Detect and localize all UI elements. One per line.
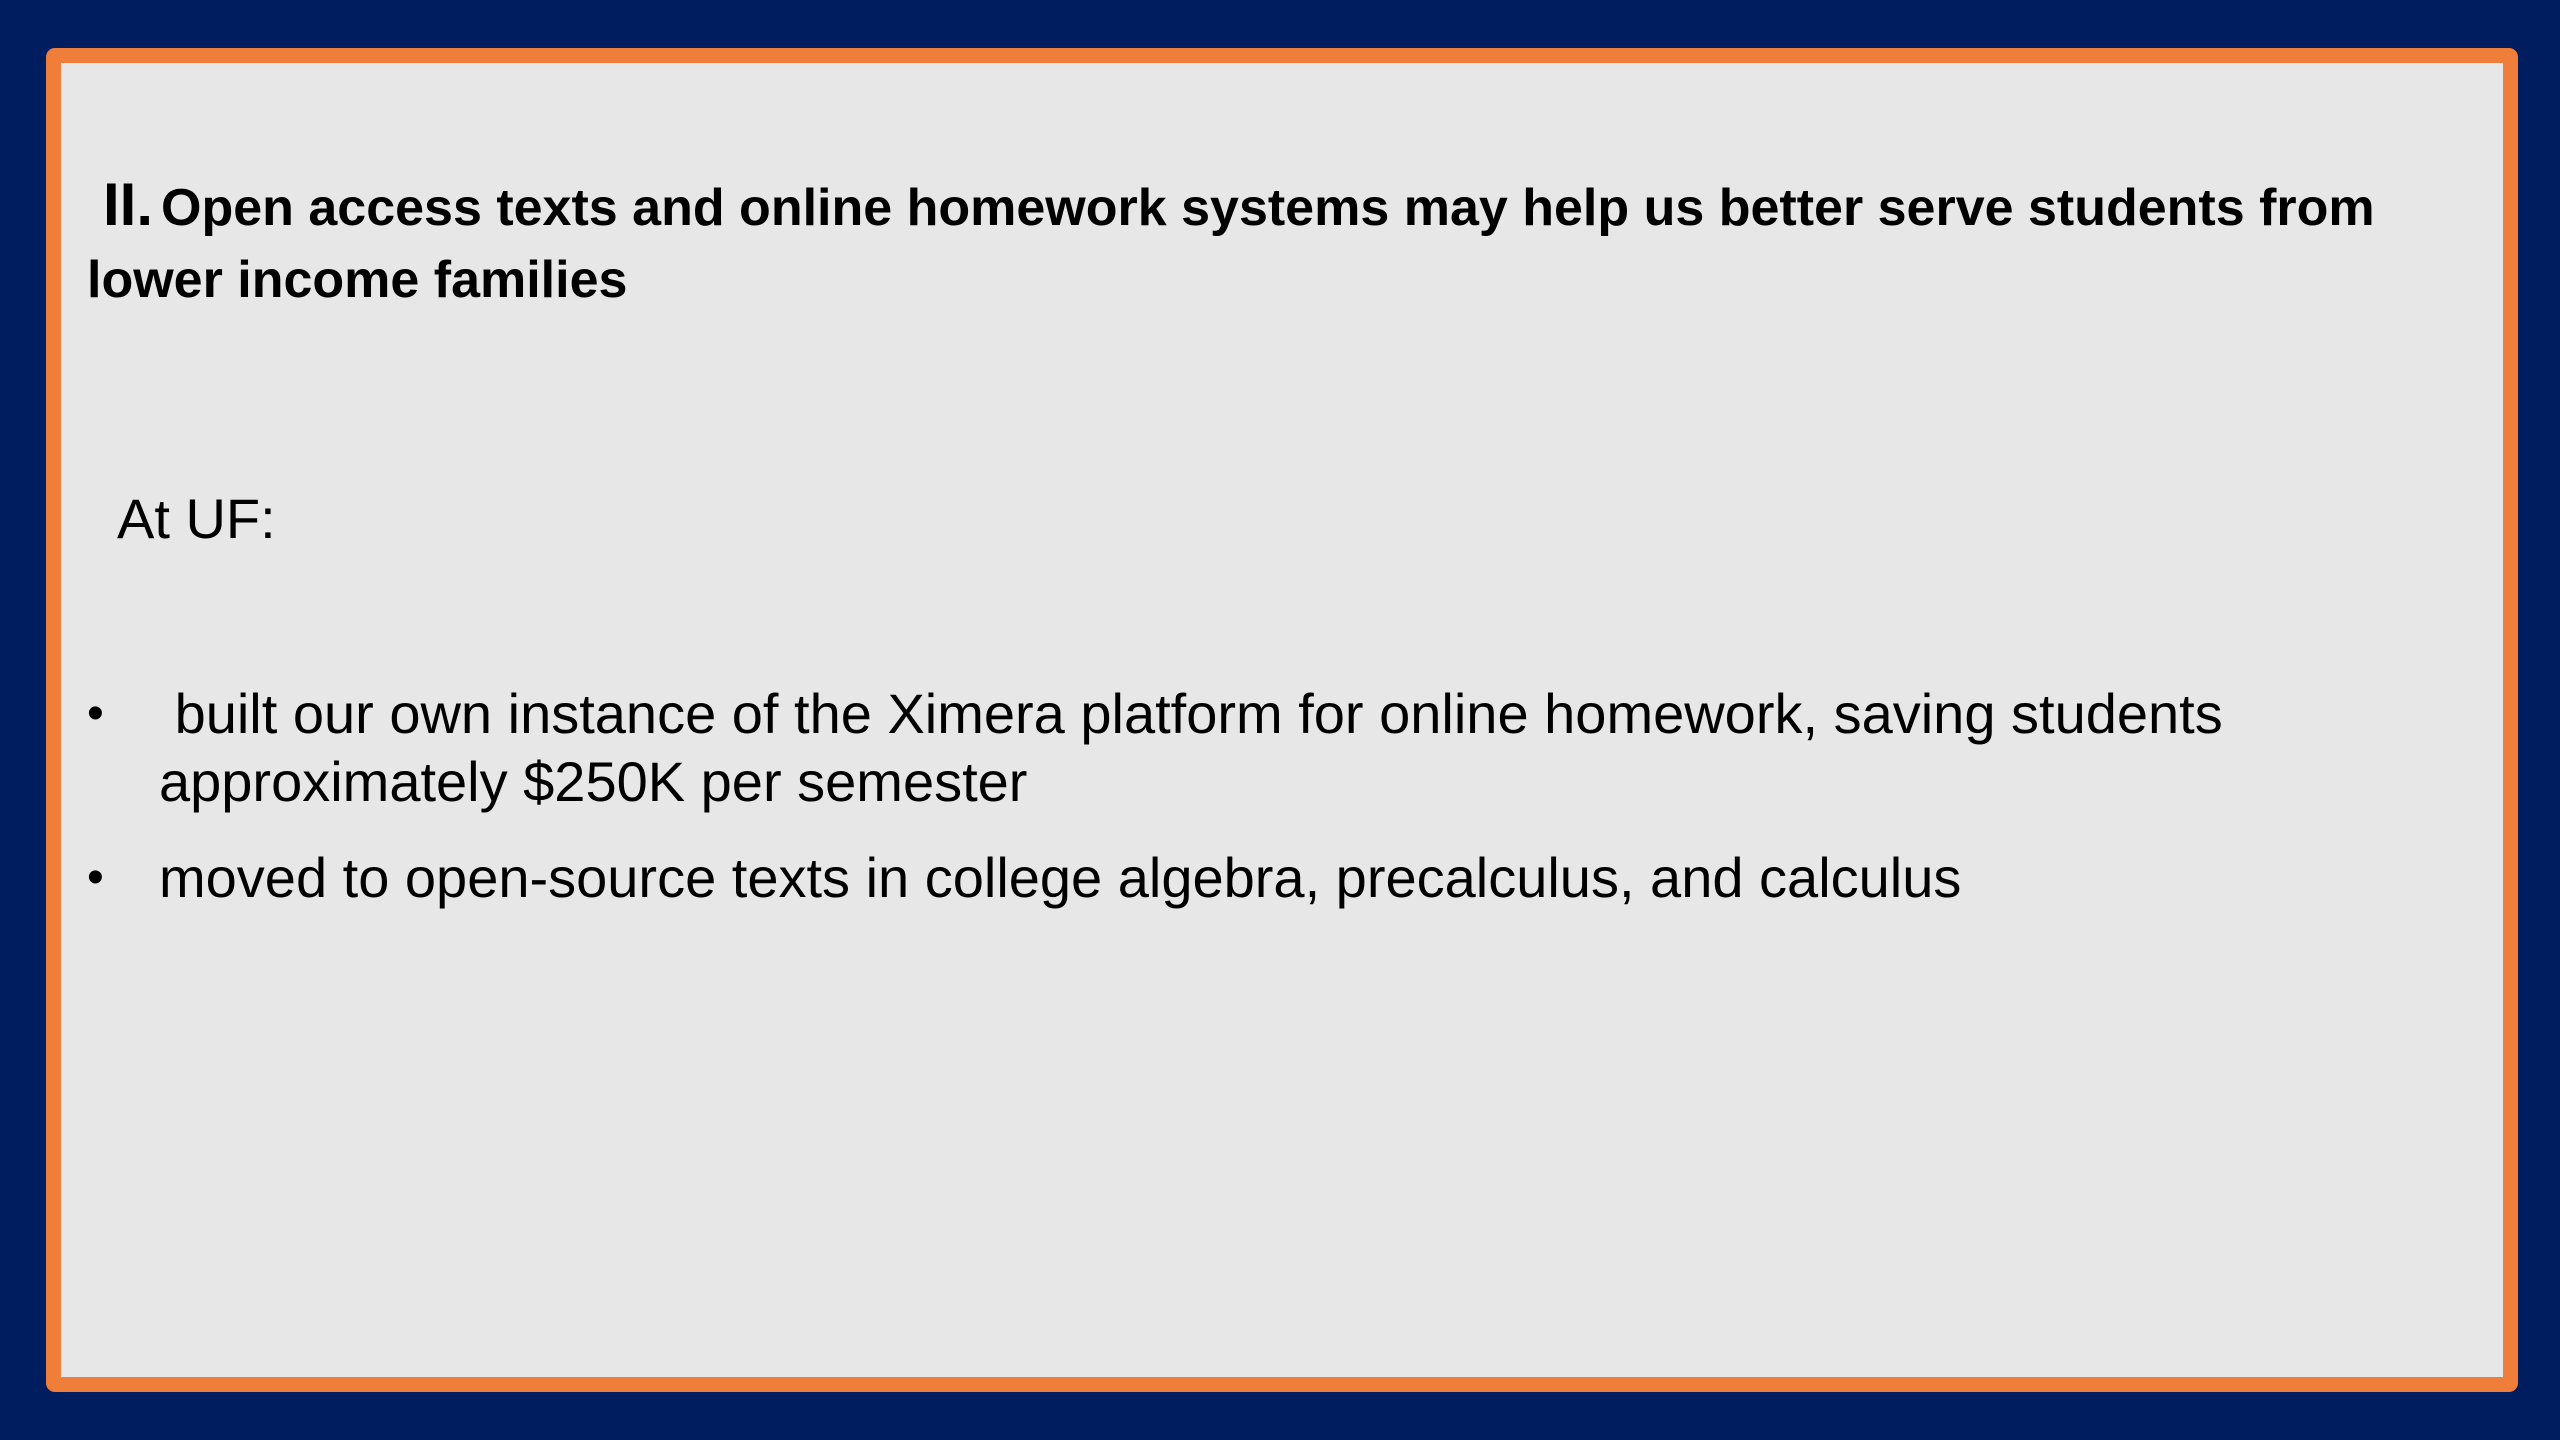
intro-text: At UF: [117,487,276,550]
bullet-item [87,680,2467,816]
bullet-list [87,680,2467,940]
slide-content [61,63,2503,1377]
title-numeral: II. [103,171,154,238]
bullet-text: built our own instance of the Ximera platform for online homework, saving students approximately $250K per semester [159,682,2239,813]
bullet-item [87,844,2467,912]
slide-title [87,169,2477,316]
slide-frame [46,48,2518,1392]
title-text: Open access texts and online homework systems may help us better serve students from lower income families [87,179,2375,309]
bullet-marker: • [87,687,104,740]
bullet-marker: • [87,851,104,904]
bullet-text: moved to open-source texts in college algebra, precalculus, and calculus [159,846,1962,909]
